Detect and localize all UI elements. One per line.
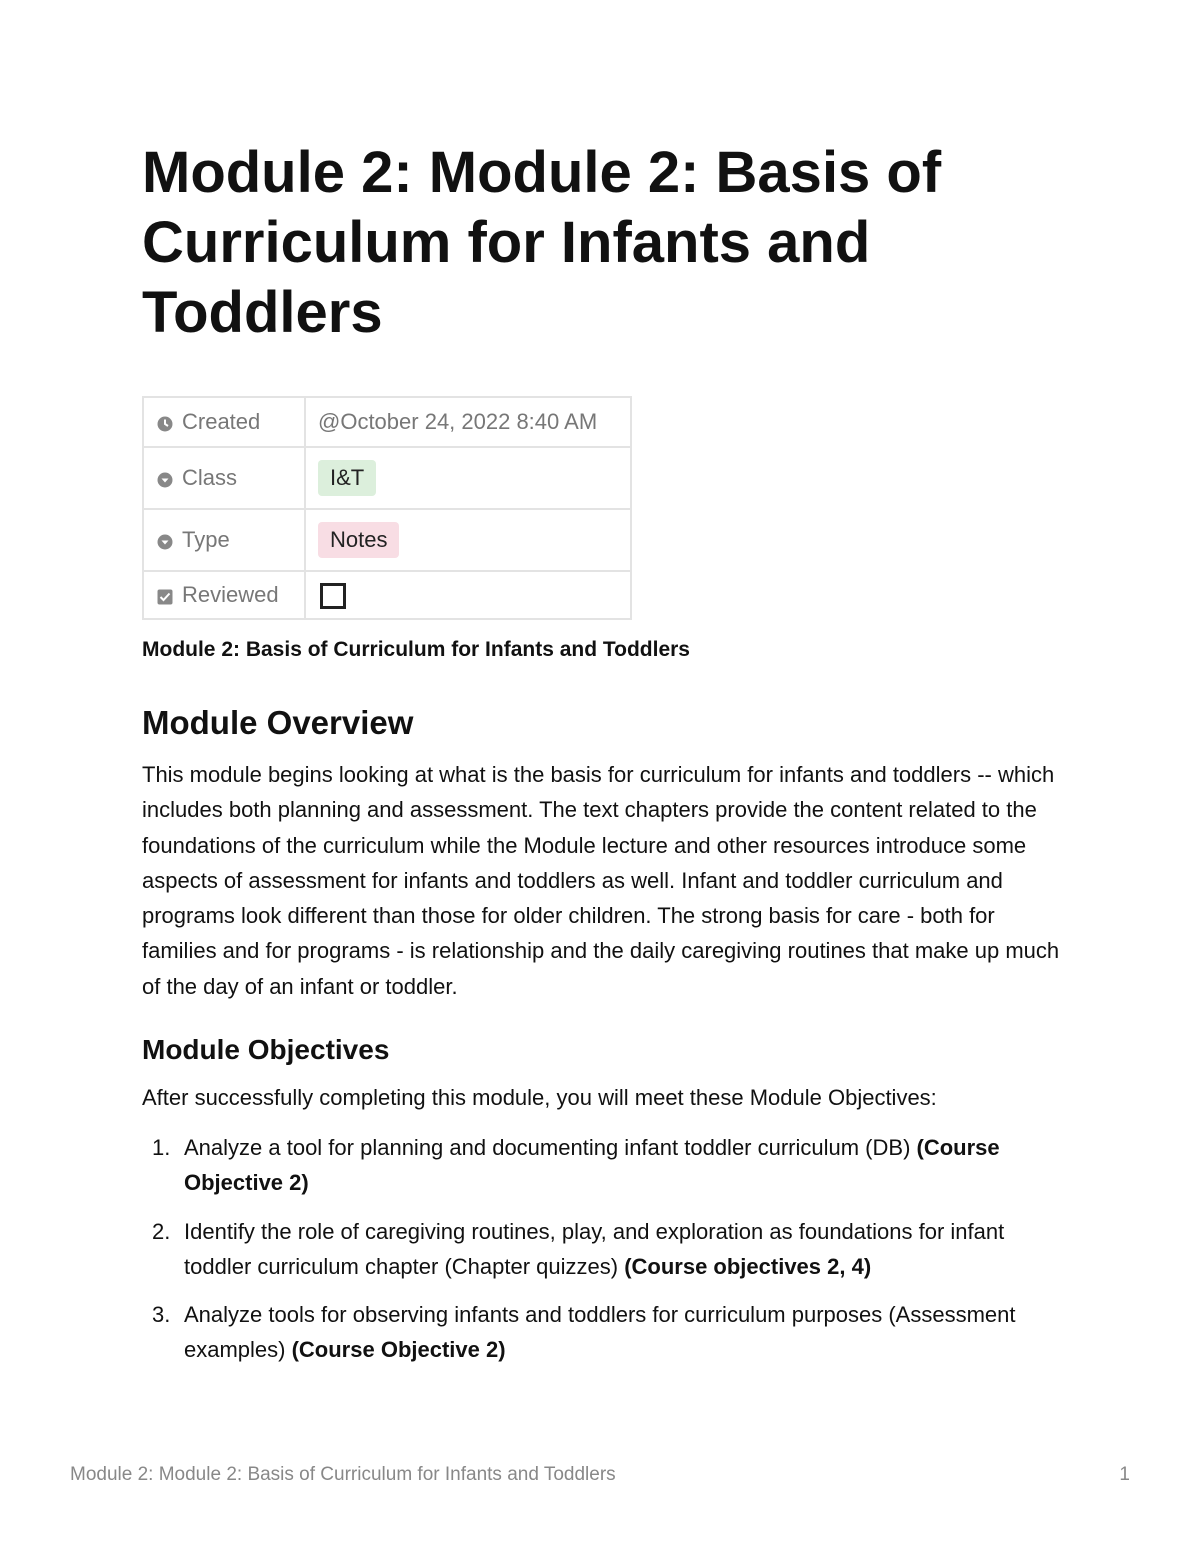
properties-table bbox=[142, 396, 632, 620]
created-value[interactable]: @October 24, 2022 8:40 AM bbox=[305, 397, 631, 447]
property-row-reviewed bbox=[143, 571, 631, 619]
page-footer: Module 2: Module 2: Basis of Curriculum for Infants and Toddlers bbox=[70, 1464, 616, 1485]
objectives-intro: After successfully completing this module, you will meet these Module Objectives: bbox=[142, 1085, 937, 1110]
page-subtitle: Module 2: Basis of Curriculum for Infants and Toddlers bbox=[142, 638, 690, 661]
clock-icon bbox=[156, 415, 172, 431]
list-item: 2. Identify the role of caregiving routines, play, and exploration as foundations for infant toddler curriculum chapter (Chapter quizzes) (Course objectives 2, 4) bbox=[152, 1218, 1005, 1279]
objectives-heading: Module Objectives bbox=[142, 1034, 390, 1065]
created-label: Created bbox=[182, 409, 261, 434]
overview-paragraph: This module begins looking at what is the basis for curriculum for infants and toddlers -- which includes both planning and assessment. The text chapters provide the content related to the foundations of the curriculum while the Module lecture and other resources introduce some aspects of assessment for infants and toddlers as well. Infant and toddler curriculum and programs look different than those for older children. The strong basis for care - both for families and for programs - is relationship and the daily caregiving routines that make up much of the day of an infant or toddler. bbox=[142, 762, 1060, 999]
property-row-class bbox=[143, 447, 631, 509]
list-item: 1. Analyze a tool for planning and documenting infant toddler curriculum (DB) (Course Objective 2) bbox=[152, 1135, 1000, 1196]
property-row-created bbox=[143, 397, 631, 447]
overview-heading: Module Overview bbox=[142, 704, 414, 741]
page-title: Module 2: Module 2: Basis of Curriculum for Infants and Toddlers bbox=[142, 140, 942, 345]
reviewed-checkbox[interactable] bbox=[320, 583, 346, 609]
class-label: Class bbox=[182, 465, 238, 490]
select-icon bbox=[156, 533, 172, 549]
property-row-type bbox=[143, 509, 631, 571]
list-item: 3. Analyze tools for observing infants and toddlers for curriculum purposes (Assessment examples) (Course Objective 2) bbox=[152, 1302, 1016, 1363]
page-number: 1 bbox=[1119, 1464, 1130, 1485]
checkbox-property-icon bbox=[156, 588, 172, 604]
objectives-list bbox=[142, 1130, 1072, 1381]
select-icon bbox=[156, 471, 172, 487]
reviewed-label: Reviewed bbox=[182, 582, 279, 607]
type-label: Type bbox=[182, 527, 230, 552]
class-tag[interactable]: I&T bbox=[318, 460, 376, 496]
type-tag[interactable]: Notes bbox=[318, 522, 399, 558]
